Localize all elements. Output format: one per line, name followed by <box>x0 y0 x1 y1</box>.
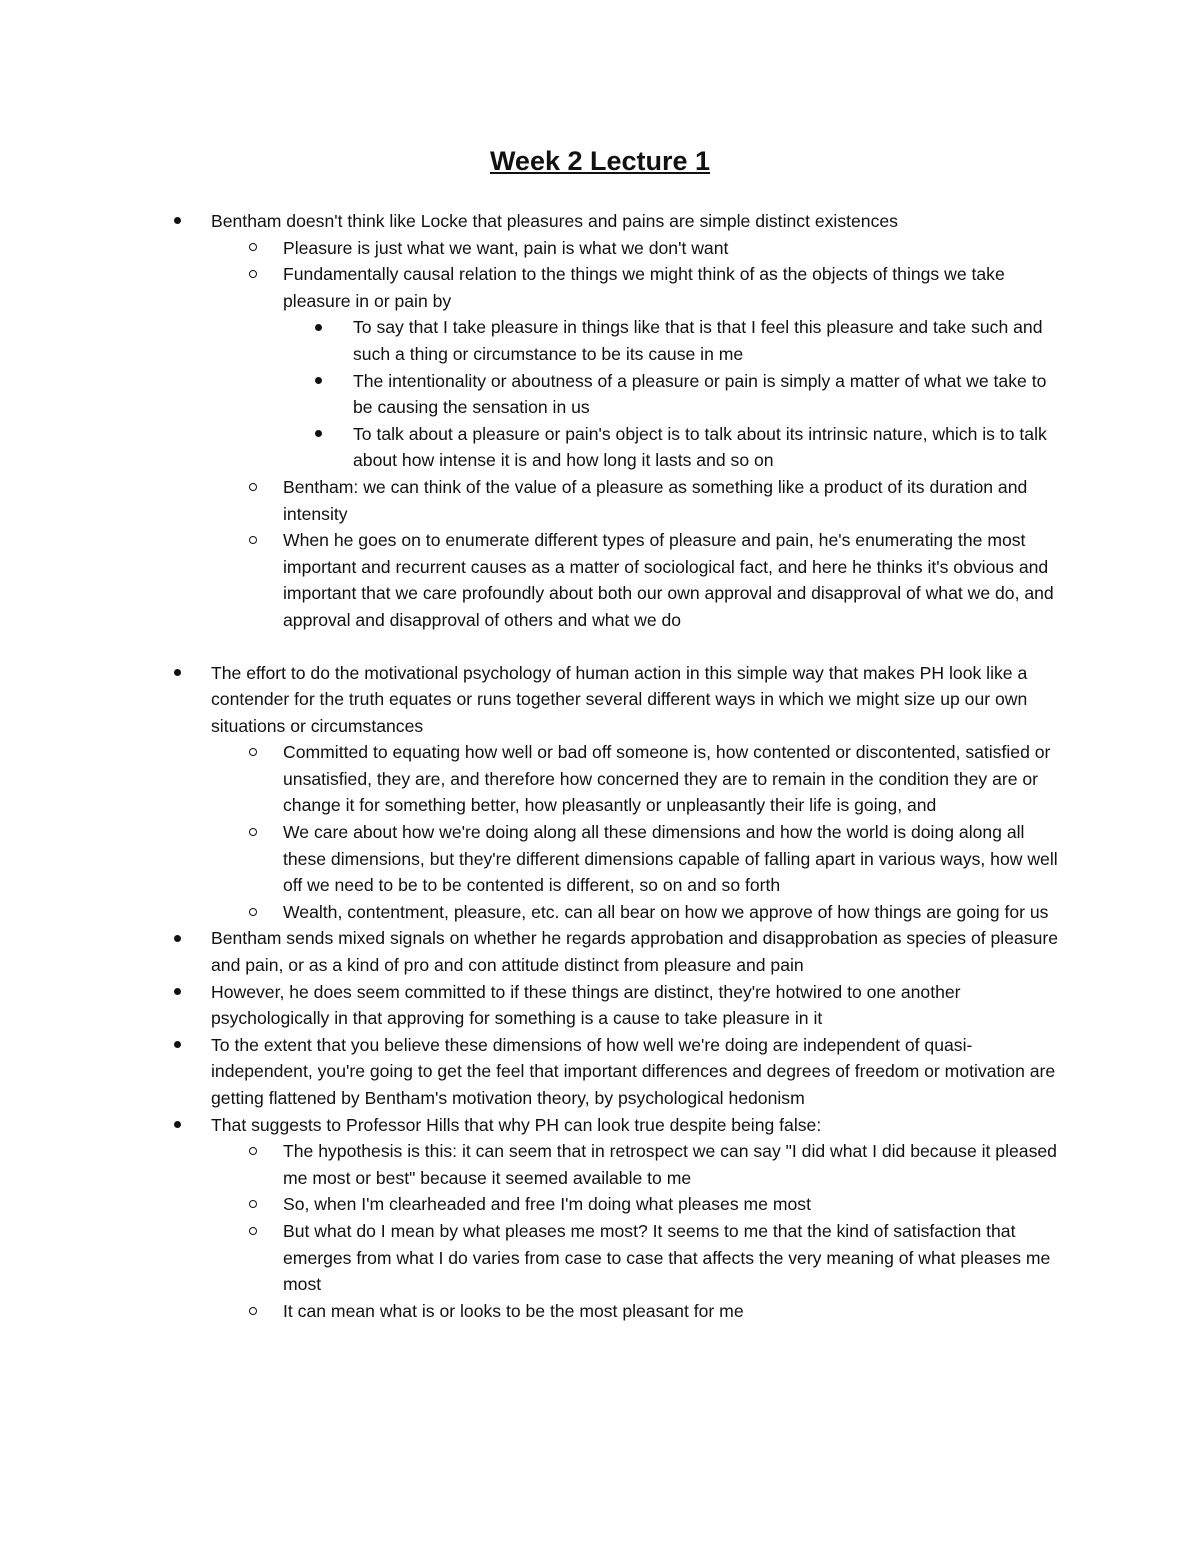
bullet-item-level-2 <box>0 899 1066 926</box>
bullet-item-level-1 <box>0 925 1066 978</box>
bullet-text: So, when I'm clearheaded and free I'm doing what pleases me most <box>283 1194 811 1215</box>
lecture-notes-list <box>0 208 1200 1324</box>
bullet-text: Wealth, contentment, pleasure, etc. can all bear on how we approve of how things are going for us <box>283 901 1049 922</box>
bullet-text: The intentionality or aboutness of a pleasure or pain is simply a matter of what we take to be causing the sensation in us <box>353 370 1047 418</box>
bullet-circle-icon <box>249 270 257 278</box>
bullet-text: However, he does seem committed to if these things are distinct, they're hotwired to one another psychologically in that approving for something is a cause to take pleasure in it <box>211 981 961 1029</box>
bullet-item-level-1 <box>0 660 1066 740</box>
bullet-text: Committed to equating how well or bad off someone is, how contented or discontented, satisfied or unsatisfied, they are, and therefore how concerned they are to remain in the condition they are or change it for something better, how pleasantly or unpleasantly their life is going, and <box>283 742 1051 816</box>
bullet-circle-icon <box>249 908 257 916</box>
bullet-text: To the extent that you believe these dimensions of how well we're doing are independent of quasi-independent, you're going to get the feel that important differences and degrees of freedom or motivation are getting flattened by Bentham's motivation theory, by psychological hedonism <box>211 1034 1056 1108</box>
bullet-text: Bentham sends mixed signals on whether he regards approbation and disapprobation as species of pleasure and pain, or as a kind of pro and con attitude distinct from pleasure and pain <box>211 928 1058 976</box>
bullet-text: It can mean what is or looks to be the most pleasant for me <box>283 1300 744 1321</box>
bullet-item-level-2 <box>0 235 1066 262</box>
bullet-dot-icon <box>315 324 322 331</box>
bullet-dot-icon <box>174 217 181 224</box>
bullet-circle-icon <box>249 243 257 251</box>
bullet-item-level-2 <box>0 1218 1066 1298</box>
bullet-circle-icon <box>249 536 257 544</box>
bullet-circle-icon <box>249 1200 257 1208</box>
bullet-dot-icon <box>315 377 322 384</box>
bullet-text: When he goes on to enumerate different types of pleasure and pain, he's enumerating the most important and recurrent causes as a matter of sociological fact, and here he thinks it's obvious and important that we care profoundly about both our own approval and disapproval of what we do, and approval and disapproval of others and what we do <box>283 530 1054 630</box>
bullet-circle-icon <box>249 748 257 756</box>
bullet-item-level-1 <box>0 1112 1066 1139</box>
bullet-dot-icon <box>174 935 181 942</box>
bullet-text: Bentham: we can think of the value of a pleasure as something like a product of its duration and intensity <box>283 476 1028 524</box>
bullet-item-level-3 <box>0 368 1066 421</box>
bullet-text: To talk about a pleasure or pain's object is to talk about its intrinsic nature, which is to talk about how intense it is and how long it lasts and so on <box>353 423 1047 471</box>
bullet-circle-icon <box>249 828 257 836</box>
bullet-item-level-2 <box>0 261 1066 314</box>
bullet-text: To say that I take pleasure in things like that is that I feel this pleasure and take such and such a thing or circumstance to be its cause in me <box>353 317 1043 364</box>
bullet-text: Fundamentally causal relation to the things we might think of as the objects of things we take pleasure in or pain by <box>283 264 1005 311</box>
bullet-text: We care about how we're doing along all these dimensions and how the world is doing along all these dimensions, but they're different dimensions capable of falling apart in various ways, how well off we need to be to be contented is different, so on and so forth <box>283 822 1058 896</box>
bullet-text: Bentham doesn't think like Locke that pleasures and pains are simple distinct existences <box>211 211 898 231</box>
bullet-dot-icon <box>174 1121 181 1128</box>
bullet-text: The hypothesis is this: it can seem that in retrospect we can say "I did what I did because it pleased me most or best" because it seemed available to me <box>283 1141 1057 1188</box>
bullet-item-level-3 <box>0 314 1066 367</box>
bullet-item-level-3 <box>0 421 1066 474</box>
bullet-circle-icon <box>249 1147 257 1155</box>
bullet-text: That suggests to Professor Hills that why PH can look true despite being false: <box>211 1114 822 1135</box>
bullet-circle-icon <box>249 1307 257 1315</box>
bullet-dot-icon <box>315 430 322 437</box>
bullet-item-level-1 <box>0 1032 1066 1112</box>
bullet-dot-icon <box>174 988 181 995</box>
bullet-text: Pleasure is just what we want, pain is what we don't want <box>283 237 729 258</box>
bullet-text: The effort to do the motivational psychology of human action in this simple way that makes PH look like a contender for the truth equates or runs together several different ways in which we might size up our own situations or circumstances <box>211 662 1028 736</box>
bullet-circle-icon <box>249 483 257 491</box>
bullet-circle-icon <box>249 1227 257 1235</box>
bullet-item-level-1 <box>0 208 1066 235</box>
bullet-item-level-2 <box>0 1191 1066 1218</box>
bullet-text: But what do I mean by what pleases me most? It seems to me that the kind of satisfaction that emerges from what I do varies from case to case that affects the very meaning of what pleases me most <box>283 1220 1051 1295</box>
bullet-item-level-2 <box>0 474 1066 527</box>
bullet-item-level-2 <box>0 1298 1066 1325</box>
bullet-item-level-2 <box>0 1138 1066 1191</box>
bullet-item-level-2 <box>0 527 1066 633</box>
bullet-dot-icon <box>174 1041 181 1048</box>
bullet-item-level-1 <box>0 979 1066 1032</box>
bullet-item-level-2 <box>0 739 1066 819</box>
paragraph-gap <box>0 634 1200 660</box>
bullet-item-level-2 <box>0 819 1066 899</box>
page-title: Week 2 Lecture 1 <box>489 146 711 176</box>
bullet-dot-icon <box>174 669 181 676</box>
